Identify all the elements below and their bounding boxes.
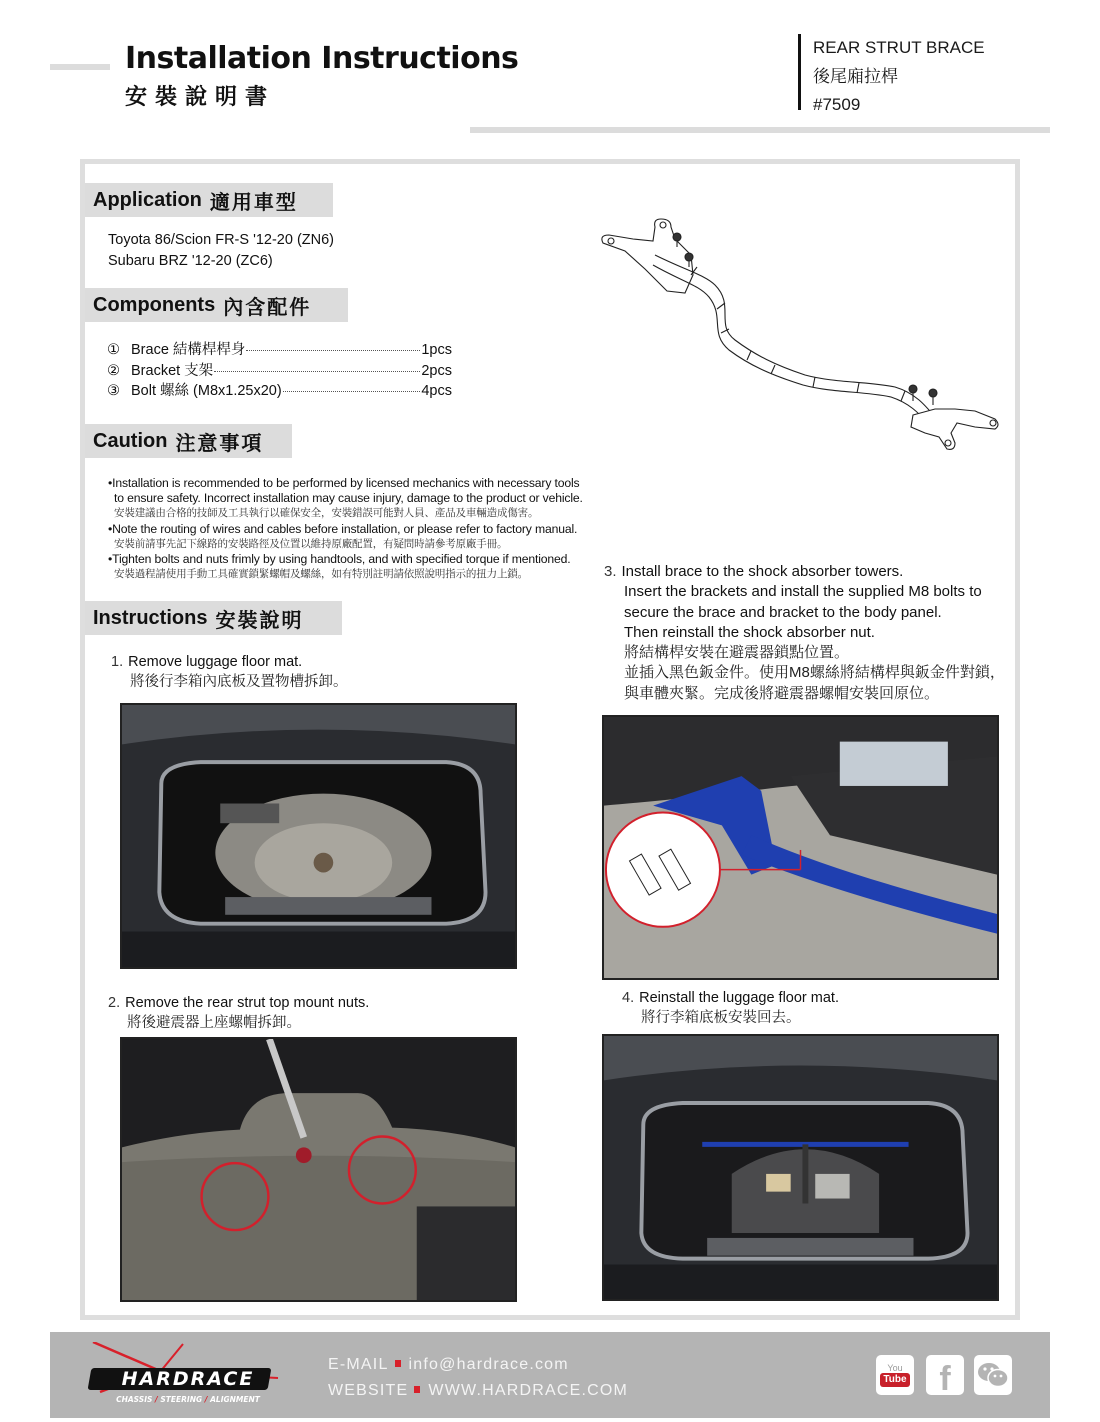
component-item (107, 340, 452, 361)
caution-text: to ensure safety. Incorrect installation may cause injury, damage to the product or vehicle. (114, 491, 583, 506)
product-name: REAR STRUT BRACE (813, 38, 985, 57)
leader-dots (214, 371, 420, 372)
header-decor-line-right (470, 127, 1050, 133)
component-qty: 4pcs (421, 383, 452, 399)
section-heading-components (85, 288, 348, 322)
email-row (328, 1352, 628, 1378)
section-heading-caution (85, 424, 292, 458)
strut-brace-diagram (595, 205, 1005, 455)
logo-brand-text: HARDRACE (121, 1368, 255, 1390)
step-number: 2. (108, 995, 121, 1011)
section-heading-text-zh: 內含配件 (223, 294, 312, 319)
caution-list (108, 476, 608, 582)
step-text-zh: 將行李箱底板安裝回去。 (641, 1010, 801, 1026)
part-number: #7509 (813, 95, 861, 114)
step-text: Insert the brackets and install the supplied M8 bolts to (624, 583, 982, 601)
components-list (107, 340, 452, 402)
step-number: 3. (604, 563, 617, 580)
caution-text: •Tighten bolts and nuts frimly by using handtools, and with specified torque if mentioned. (108, 552, 571, 567)
step-text: Install brace to the shock absorber towers. (621, 563, 904, 580)
instruction-step-2 (108, 993, 369, 1033)
step-text: Reinstall the luggage floor mat. (639, 990, 839, 1006)
brace-installed-photo (602, 715, 999, 980)
trunk-floor-removed-photo (120, 703, 517, 969)
section-heading-application (85, 183, 333, 217)
section-heading-instructions (85, 601, 342, 635)
facebook-glyph: f (939, 1360, 951, 1398)
step-text: Then reinstall the shock absorber nut. (624, 623, 875, 641)
website-link[interactable]: WWW.HARDRACE.COM (428, 1382, 629, 1399)
vehicle-item: Toyota 86/Scion FR-S '12-20 (ZN6) (108, 232, 334, 248)
component-label: Bolt 螺絲 (M8x1.25x20) (131, 383, 282, 399)
logo-tagline: CHASSIS / STEERING / ALIGNMENT (116, 1395, 260, 1404)
component-qty: 1pcs (421, 342, 452, 358)
email-label: E-MAIL (328, 1356, 389, 1373)
component-item (107, 361, 452, 382)
instruction-step-1 (111, 652, 348, 692)
step-text-zh: 將後行李箱內底板及置物槽拆卸。 (130, 674, 348, 690)
caution-text-zh: 安裝過程請使用手動工具確實鎖緊螺帽及螺絲，如有特別註明請依照說明指示的扭力上鎖。 (114, 568, 528, 581)
component-number: ③ (107, 383, 120, 399)
step-text: Remove luggage floor mat. (128, 654, 303, 670)
header-decor-line-left (50, 64, 110, 70)
step-text: secure the brace and bracket to the body panel. (624, 603, 942, 621)
instruction-step-3 (604, 562, 1014, 704)
application-vehicle-list (108, 230, 334, 272)
contact-info (328, 1352, 628, 1404)
step-number: 1. (111, 654, 124, 670)
section-heading-text-zh: 適用車型 (209, 189, 298, 214)
caution-item (108, 476, 608, 522)
wechat-icon[interactable] (974, 1355, 1012, 1395)
page-title: Installation Instructions (125, 41, 519, 76)
bullet-square-icon (414, 1386, 420, 1393)
facebook-icon[interactable] (926, 1355, 964, 1398)
component-label: Bracket 支架 (131, 362, 214, 379)
leader-dots (283, 391, 421, 392)
caution-item (108, 522, 608, 552)
vehicle-item: Subaru BRZ '12-20 (ZC6) (108, 253, 273, 269)
component-item (107, 381, 452, 402)
email-link[interactable]: info@hardrace.com (408, 1356, 569, 1373)
trunk-floor-reinstalled-photo (602, 1034, 999, 1301)
youtube-bottom-text: Tube (880, 1373, 909, 1387)
caution-text: •Installation is recommended to be performed by licensed mechanics with necessary tools (108, 476, 580, 490)
component-label: Brace 結構桿桿身 (131, 342, 246, 358)
instruction-step-4 (622, 988, 839, 1028)
step-text-zh: 將結構桿安裝在避震器鎖點位置。 (624, 644, 850, 662)
step-text-zh: 並插入黑色鈑金件。使用M8螺絲將結構桿與鈑金件對鎖， (624, 664, 1005, 682)
step-text-zh: 將後避震器上座螺帽拆卸。 (127, 1015, 301, 1031)
website-label: WEBSITE (328, 1382, 409, 1399)
youtube-icon[interactable] (876, 1355, 914, 1395)
caution-text-zh: 安裝前請事先記下線路的安裝路徑及位置以維持原廠配置，有疑問時請參考原廠手冊。 (114, 537, 508, 550)
section-heading-text: Application (93, 188, 202, 211)
product-name-zh: 後尾廂拉桿 (813, 66, 898, 86)
section-heading-text-zh: 安裝說明 (215, 607, 304, 632)
youtube-top-text: You (887, 1363, 903, 1373)
bullet-square-icon (395, 1360, 401, 1367)
section-heading-text-zh: 注意事項 (175, 430, 264, 455)
caution-text-zh: 安裝建議由合格的技師及工具執行以確保安全，安裝錯誤可能對人員、產品及車輛造成傷害。 (114, 507, 539, 520)
step-number: 4. (622, 990, 635, 1006)
website-row (328, 1378, 628, 1404)
component-number: ② (107, 362, 120, 379)
hardrace-logo (88, 1342, 288, 1404)
component-number: ① (107, 342, 120, 358)
strut-top-mount-nuts-photo (120, 1037, 517, 1302)
section-heading-text: Components (93, 293, 216, 316)
component-qty: 2pcs (421, 362, 452, 379)
section-heading-text: Instructions (93, 606, 208, 629)
product-info (813, 34, 985, 120)
section-heading-text: Caution (93, 429, 168, 452)
footer (50, 1332, 1050, 1418)
step-text-zh: 與車體夾緊。完成後將避震器螺帽安裝回原位。 (624, 684, 940, 702)
leader-dots (246, 350, 420, 351)
caution-text: •Note the routing of wires and cables before installation, or please refer to factory manual. (108, 521, 578, 536)
header-divider (798, 34, 801, 110)
page-title-zh: 安裝說明書 (125, 84, 276, 110)
caution-item (108, 552, 608, 582)
step-text: Remove the rear strut top mount nuts. (125, 995, 370, 1011)
